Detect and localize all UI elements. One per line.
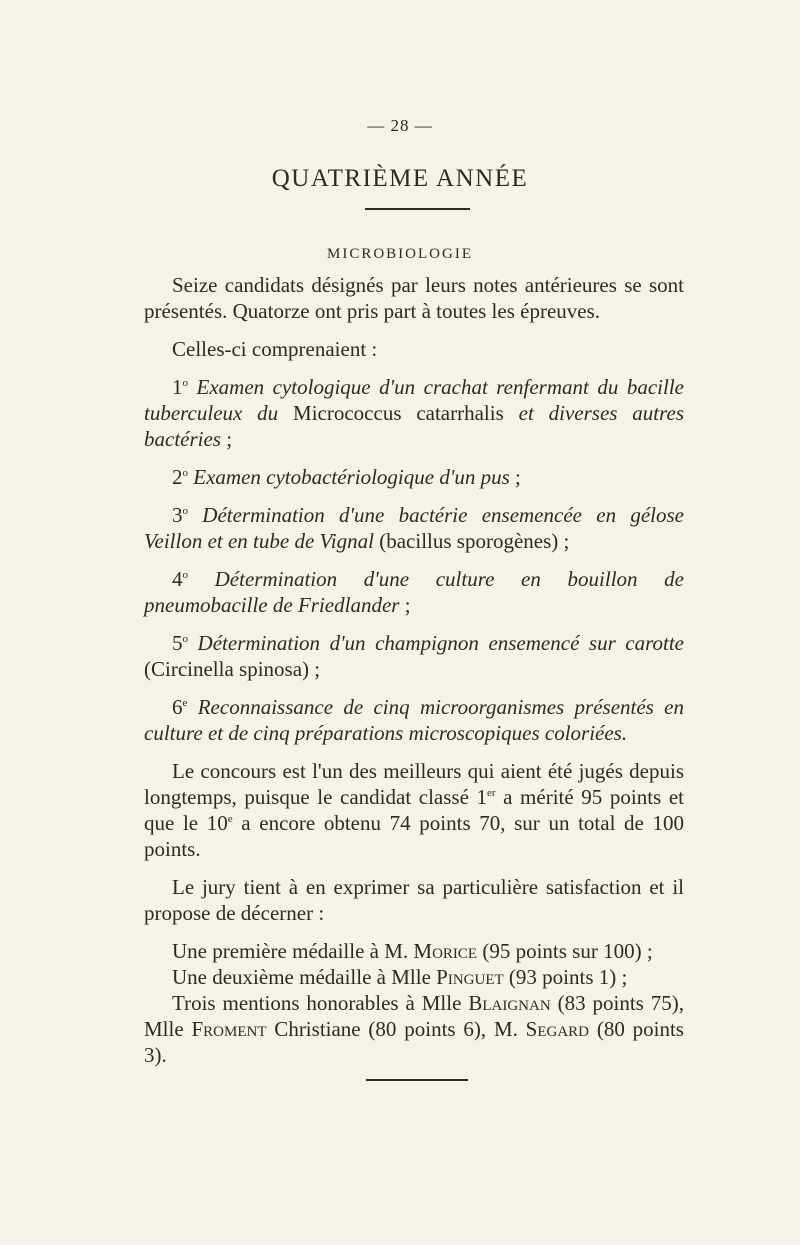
list-item-3: 3$^o$ Détermination d'une bactérie ensemencée en gélose Veillon et en tube de Vignal (bacillus sporogènes) ; [144,503,684,553]
list-item-2: 2$^o$ Examen cytobactériologique d'un pus ; [172,465,521,489]
awardee-name: Morice [413,939,478,963]
award-line-1: Une première médaille à M. Morice (95 points sur 100) ; [172,939,653,963]
awardee-name: Pinguet [436,965,504,989]
list-item-1: 1$^o$ Examen cytologique d'un crachat renfermant du bacille tuberculeux du Micrococcus catarrhalis et diverses autres bactéries ; [144,375,684,451]
list-item-4: 4$^o$ Détermination d'une culture en bouillon de pneumobacille de Friedlander ; [144,567,684,617]
jury-paragraph: Le jury tient à en exprimer sa particulière satisfaction et il propose de décerner : [144,875,684,925]
awardee-name: Segard [525,1017,590,1041]
section-heading: MICROBIOLOGIE [327,246,473,262]
list-intro: Celles-ci comprenaient : [172,337,378,361]
list-item-6: 6e Reconnaissance de cinq microorganismes présentés en culture et de cinq préparations microscopiques coloriées. [144,695,684,745]
page-title: QUATRIÈME ANNÉE [271,165,529,192]
award-line-2: Une deuxième médaille à Mlle Pinguet (93 points 1) ; [172,965,628,989]
award-line-3: Trois mentions honorables à Mlle Blaignan (83 points 75), Mlle Froment Christiane (80 points 6), M. Segard (80 points 3). [144,991,684,1067]
awardee-name: Blaignan [468,991,551,1015]
end-rule [366,1079,468,1081]
intro-paragraph: Seize candidats désignés par leurs notes antérieures se sont présentés. Quatorze ont pris part à toutes les épreuves. [144,273,684,323]
title-rule [365,208,470,210]
list-item-5: 5$^o$ Détermination d'un champignon ensemencé sur carotte (Circinella spinosa) ; [144,631,685,681]
body-text [144,272,684,1080]
awardee-name: Froment [191,1017,267,1041]
page-number: — 28 — [367,116,433,135]
results-paragraph: Le concours est l'un des meilleurs qui aient été jugés depuis longtemps, puisque le candidat classé 1er a mérité 95 points et que le 10e a encore obtenu 74 points 70, sur un total de 100 points. [144,759,684,861]
